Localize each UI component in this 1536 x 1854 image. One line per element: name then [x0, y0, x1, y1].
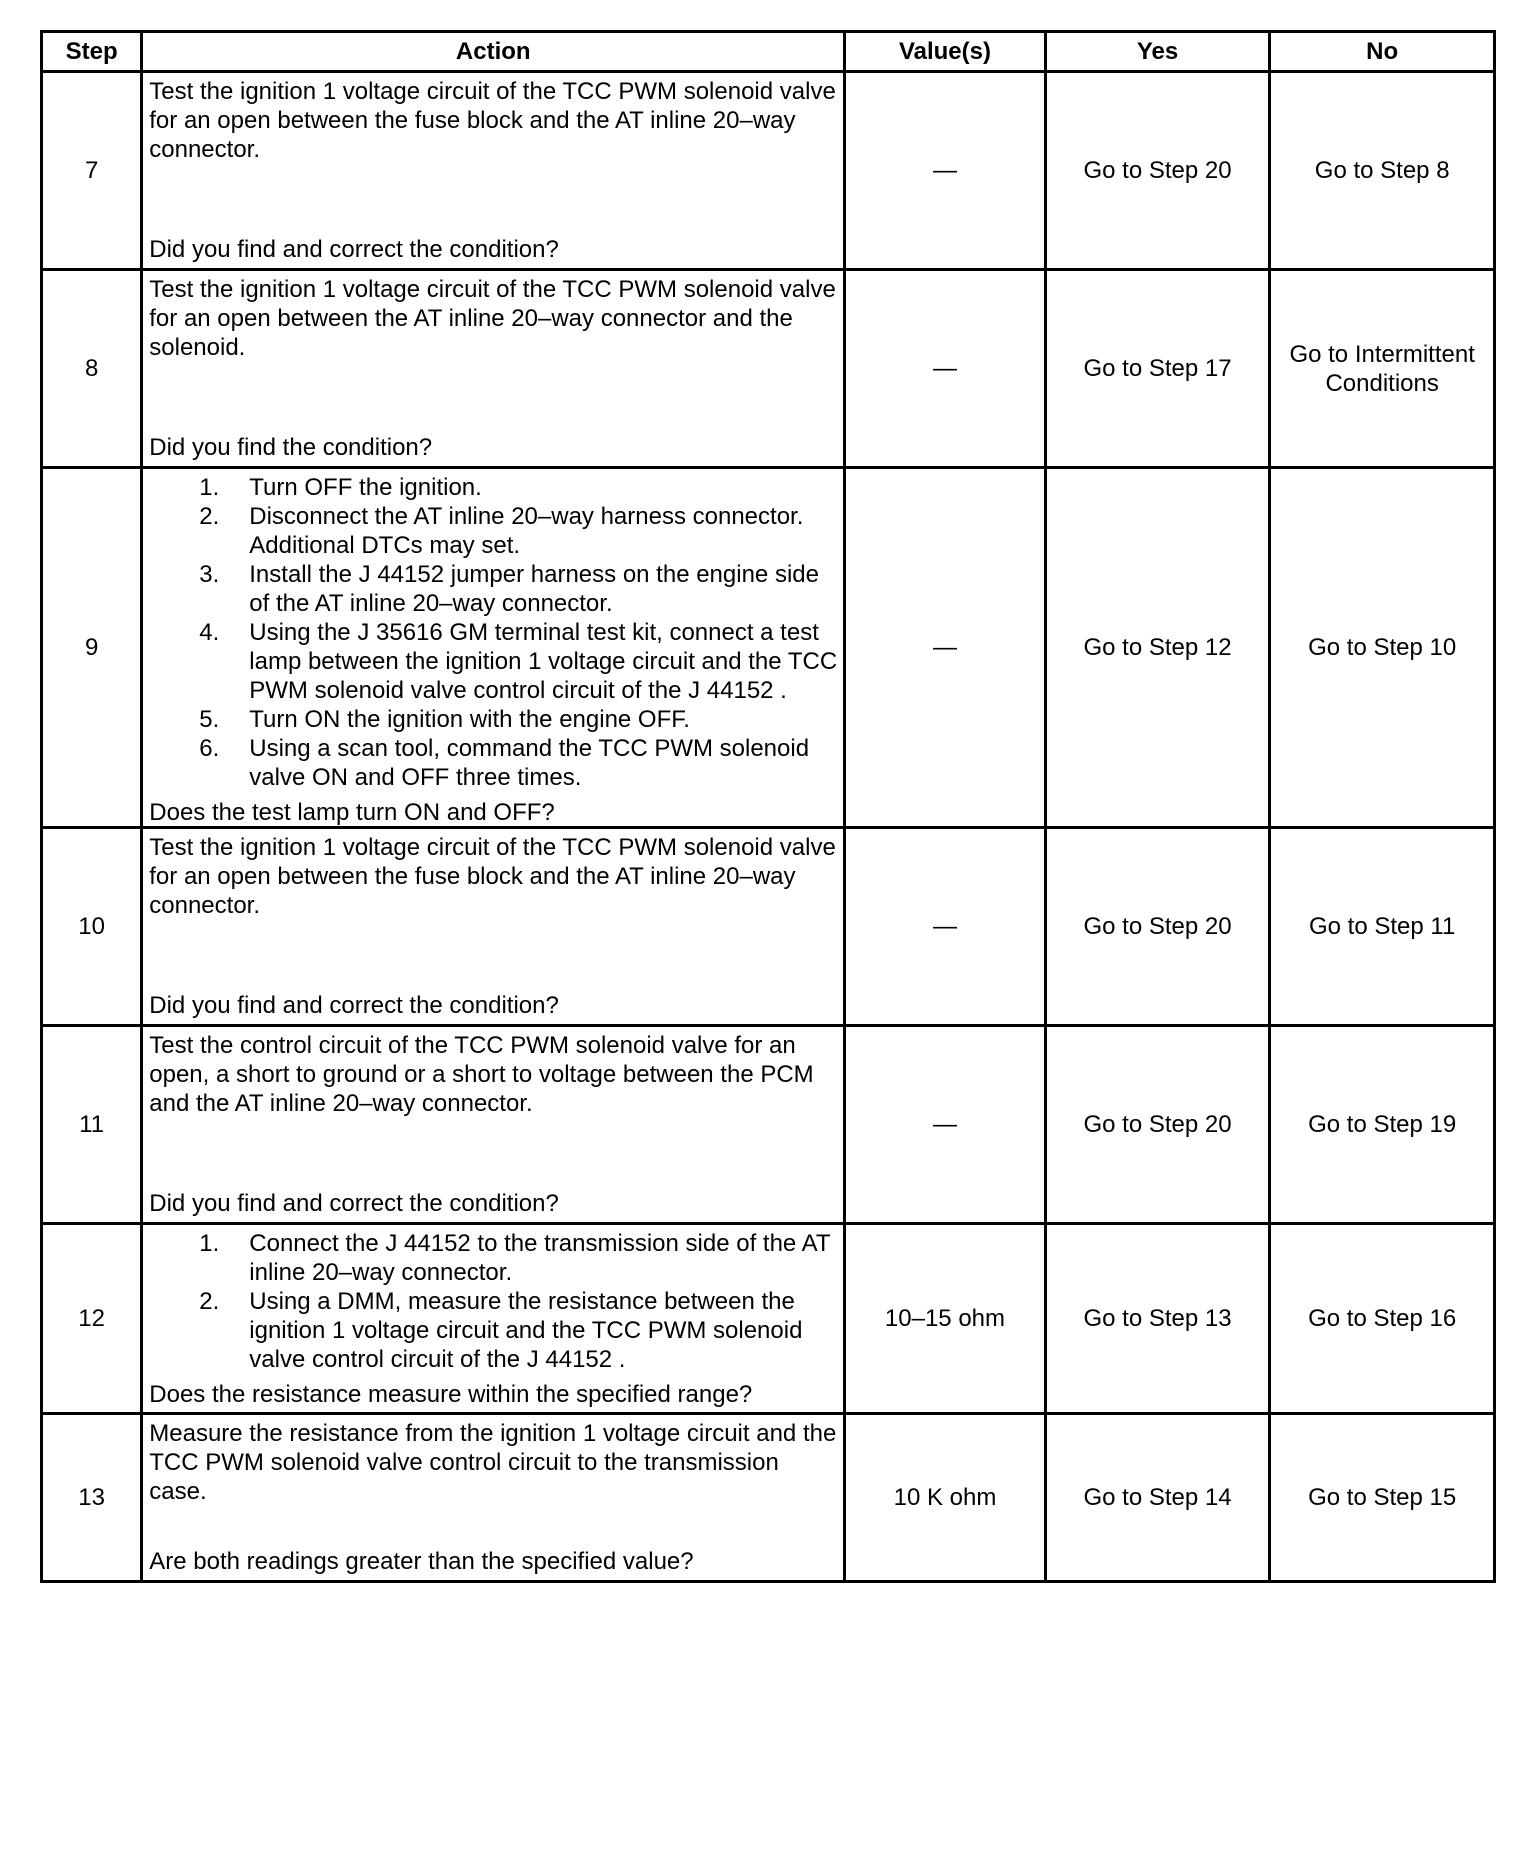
table-row — [42, 72, 1495, 270]
table-row — [42, 1224, 1495, 1414]
action-question: Does the test lamp turn ON and OFF? — [149, 798, 555, 826]
yes-cell: Go to Step 20 — [1045, 1026, 1270, 1224]
procedure-list — [149, 1229, 837, 1374]
table-row — [42, 1414, 1495, 1582]
value-cell: — — [845, 72, 1046, 270]
action-text: Test the ignition 1 voltage circuit of the TCC PWM solenoid valve for an open between the fuse block and the AT inline 20–way connector. — [149, 77, 836, 163]
table-row — [42, 828, 1495, 1026]
header-value: Value(s) — [845, 32, 1046, 72]
list-item: 3. Install the J 44152 jumper harness on the engine side of the AT inline 20–way connector. — [199, 560, 819, 617]
list-item: 6. Using a scan tool, command the TCC PWM solenoid valve ON and OFF three times. — [199, 734, 810, 791]
action-cell — [142, 72, 845, 270]
no-cell: Go to Step 11 — [1270, 828, 1495, 1026]
header-step: Step — [42, 32, 142, 72]
value-cell: — — [845, 1026, 1046, 1224]
yes-text: Go to Step 17 — [1083, 355, 1232, 382]
action-question: Are both readings greater than the specified value? — [149, 1547, 694, 1575]
value-cell: 10–15 ohm — [845, 1224, 1046, 1414]
header-yes: Yes — [1045, 32, 1270, 72]
yes-cell: Go to Step 12 — [1045, 468, 1270, 828]
step-number: 7 — [42, 72, 142, 270]
no-cell: Go to Step 10 — [1270, 468, 1495, 828]
table-row — [42, 1026, 1495, 1224]
list-item: 4. Using the J 35616 GM terminal test kit, connect a test lamp between the ignition 1 voltage circuit and the TCC PWM solenoid valve control circuit of the J 44152 . — [199, 618, 838, 704]
procedure-list — [149, 473, 837, 792]
value-cell: — — [845, 270, 1046, 468]
no-cell: Go to Step 8 — [1270, 72, 1495, 270]
step-number: 9 — [42, 468, 142, 828]
list-item: 5. Turn ON the ignition with the engine OFF. — [199, 705, 690, 733]
list-item: 1. Turn OFF the ignition. — [199, 473, 482, 501]
yes-cell: Go to Step 20 — [1045, 72, 1270, 270]
header-no: No — [1270, 32, 1495, 72]
action-question: Did you find and correct the condition? — [149, 235, 559, 263]
list-item: 2. Disconnect the AT inline 20–way harness connector. Additional DTCs may set. — [199, 502, 804, 559]
action-text: Test the control circuit of the TCC PWM solenoid valve for an open, a short to ground or a short to voltage between the PCM and the AT inline 20–way connector. — [149, 1031, 814, 1117]
action-question: Did you find and correct the condition? — [149, 991, 559, 1019]
table-row — [42, 270, 1495, 468]
value-cell: 10 K ohm — [845, 1414, 1046, 1582]
step-number: 10 — [42, 828, 142, 1026]
action-cell — [142, 468, 845, 828]
action-cell — [142, 828, 845, 1026]
step-number: 13 — [42, 1414, 142, 1582]
action-question: Does the resistance measure within the specified range? — [149, 1380, 753, 1408]
yes-cell: Go to Step 14 — [1045, 1414, 1270, 1582]
action-cell — [142, 1224, 845, 1414]
value-cell: — — [845, 468, 1046, 828]
step-number: 8 — [42, 270, 142, 468]
action-question: Did you find and correct the condition? — [149, 1189, 559, 1217]
step-number: 11 — [42, 1026, 142, 1224]
value-cell: — — [845, 828, 1046, 1026]
yes-cell: Go to Step 20 — [1045, 828, 1270, 1026]
list-item: 1. Connect the J 44152 to the transmission side of the AT inline 20–way connector. — [199, 1229, 831, 1286]
action-text: Test the ignition 1 voltage circuit of the TCC PWM solenoid valve for an open between the fuse block and the AT inline 20–way connector. — [149, 833, 836, 919]
diagnostic-table — [40, 30, 1496, 1583]
action-text: Test the ignition 1 voltage circuit of the TCC PWM solenoid valve for an open between the AT inline 20–way connector and the solenoid. — [149, 275, 836, 361]
no-cell: Go to Step 15 — [1270, 1414, 1495, 1582]
no-cell-intermittent — [1045, 270, 1270, 468]
header-row — [42, 32, 1495, 72]
table-row — [42, 468, 1495, 828]
action-question: Did you find the condition? — [149, 433, 433, 461]
no-cell: Go to Intermittent Conditions — [1270, 270, 1495, 468]
list-item: 2. Using a DMM, measure the resistance between the ignition 1 voltage circuit and the TCC PWM solenoid valve control circuit of the J 44152 . — [199, 1287, 803, 1373]
no-cell: Go to Step 16 — [1270, 1224, 1495, 1414]
yes-cell: Go to Step 13 — [1045, 1224, 1270, 1414]
action-cell — [142, 1026, 845, 1224]
action-text: Measure the resistance from the ignition 1 voltage circuit and the TCC PWM solenoid valve control circuit to the transmission case. — [149, 1419, 837, 1505]
no-cell: Go to Step 19 — [1270, 1026, 1495, 1224]
header-action: Action — [142, 32, 845, 72]
action-cell — [142, 1414, 845, 1582]
action-cell — [142, 270, 845, 468]
step-number: 12 — [42, 1224, 142, 1414]
